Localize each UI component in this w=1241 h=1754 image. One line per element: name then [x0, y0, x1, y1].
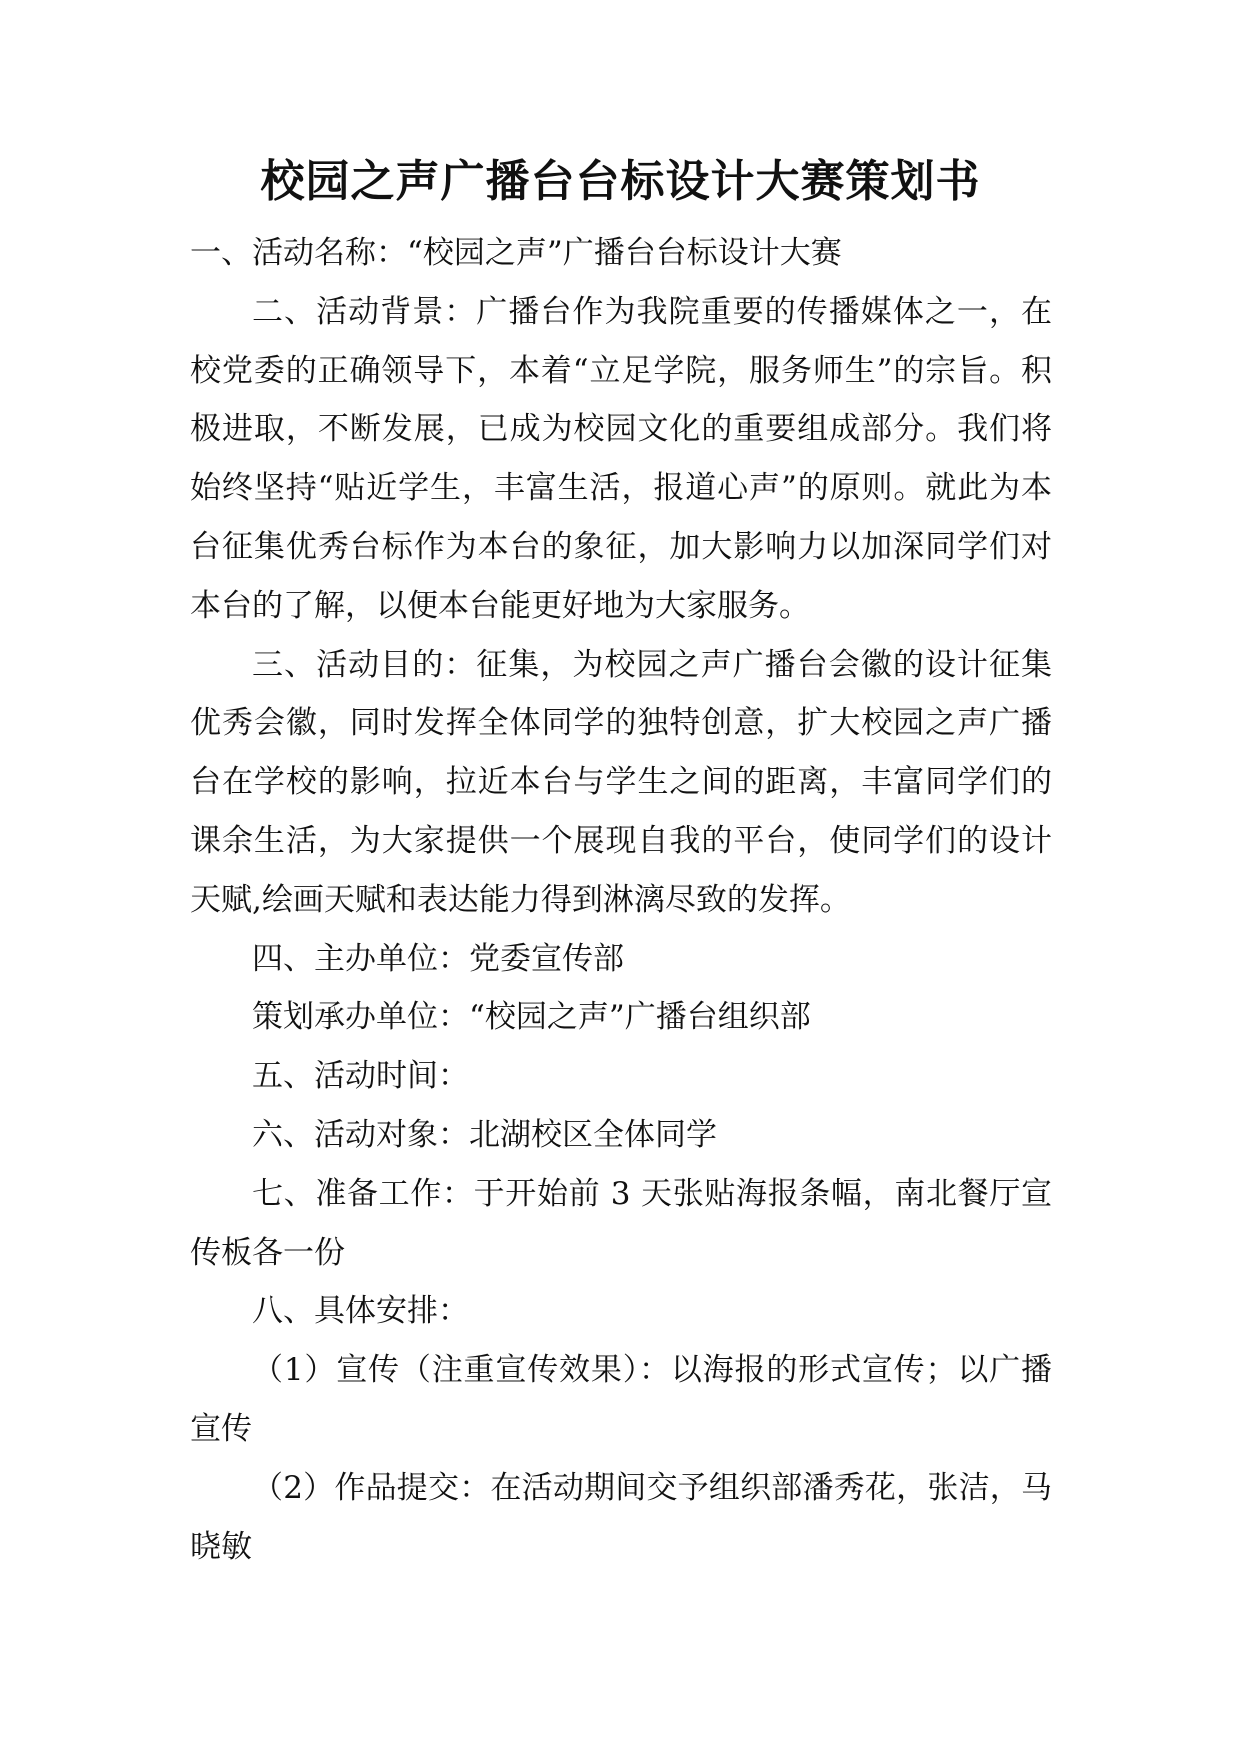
paragraph-arrangement: 八、具体安排： — [252, 1293, 469, 1330]
paragraph-publicity: （1）宣传（注重宣传效果）：以海报的形式宣传；以广播宣传 — [190, 1352, 1052, 1447]
paragraph-organizer: 四、主办单位：党委宣传部 — [252, 940, 624, 977]
paragraph-participants: 六、活动对象：北湖校区全体同学 — [252, 1116, 717, 1153]
document-body — [190, 224, 1052, 1576]
paragraph-preparation: 七、准备工作：于开始前 3 天张贴海报条幅，南北餐厅宣传板各一份 — [190, 1175, 1052, 1271]
paragraph-purpose: 三、活动目的：征集，为校园之声广播台会徽的设计征集优秀会徽，同时发挥全体同学的独特创意，扩大校园之声广播台在学校的影响，拉近本台与学生之间的距离，丰富同学们的课余生活，为大家提供一个展现自我的平台，使同学们的设计天赋,绘画天赋和表达能力得到淋漓尽致的发挥。 — [190, 646, 1052, 918]
paragraph-co-organizer: 策划承办单位：“校园之声”广播台组织部 — [252, 999, 811, 1036]
document-title: 校园之声广播台台标设计大赛策划书 — [260, 156, 981, 207]
paragraph-submission: （2）作品提交：在活动期间交予组织部潘秀花，张洁，马晓敏 — [190, 1469, 1052, 1565]
paragraph-time: 五、活动时间： — [252, 1058, 469, 1095]
paragraph-background: 二、活动背景：广播台作为我院重要的传播媒体之一，在校党委的正确领导下，本着“立足学院，服务师生”的宗旨。积极进取，不断发展，已成为校园文化的重要组成部分。我们将始终坚持“贴近学生，丰富生活，报道心声”的原则。就此为本台征集优秀台标作为本台的象征，加大影响力以加深同学们对本台的了解，以便本台能更好地为大家服务。 — [190, 293, 1052, 624]
paragraph-activity-name: 一、活动名称：“校园之声”广播台台标设计大赛 — [190, 235, 842, 271]
